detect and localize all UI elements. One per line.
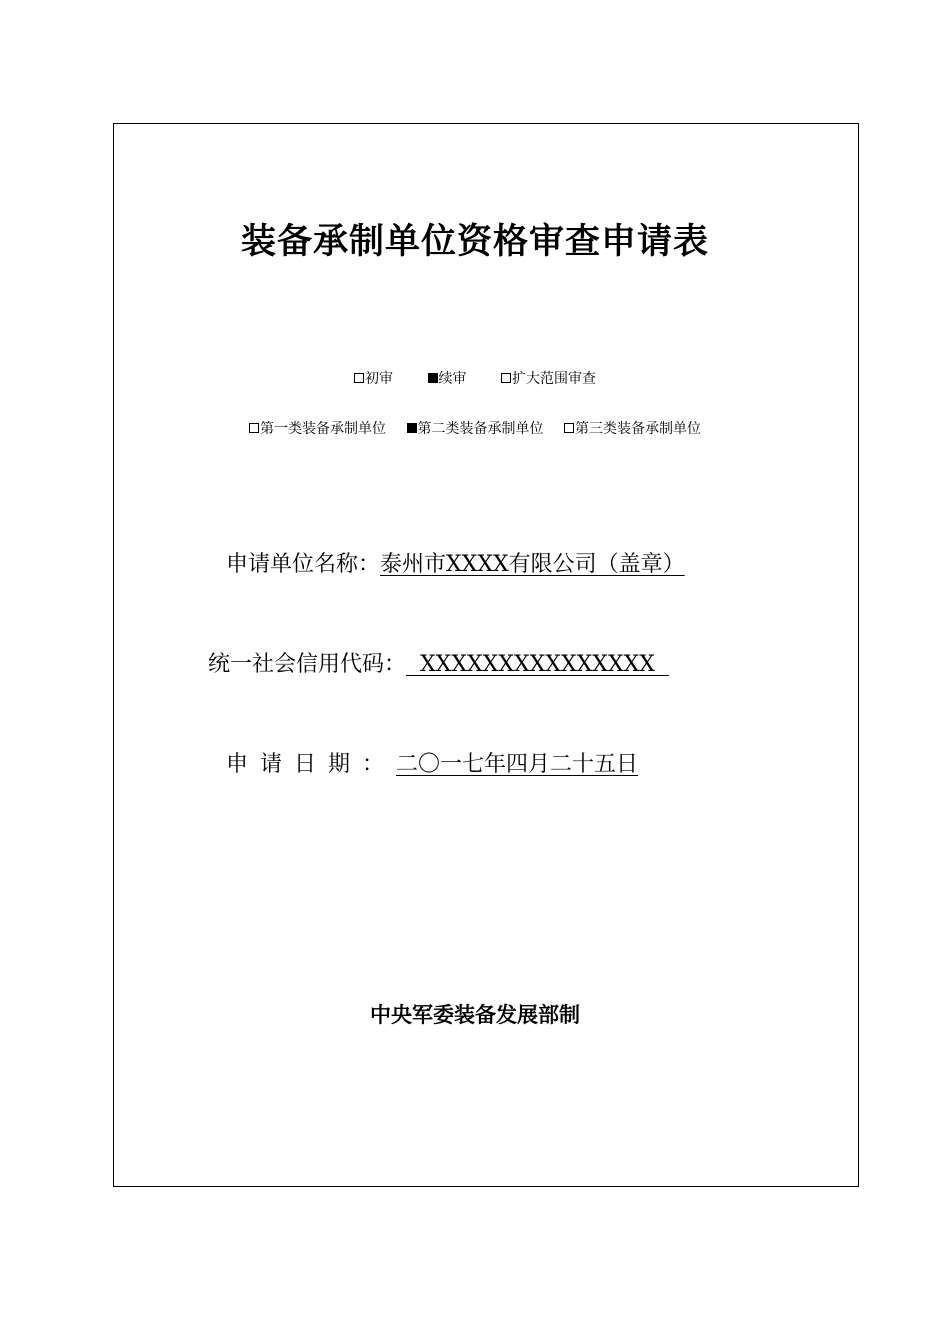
option-category-two[interactable] xyxy=(407,419,544,439)
unchecked-box-icon xyxy=(564,423,574,433)
issuer-footer: 中央军委装备发展部制 xyxy=(370,1003,580,1027)
option-scope-extension-review[interactable] xyxy=(501,369,596,389)
applicant-name-value[interactable]: 泰州市XXXX有限公司（盖章） xyxy=(380,552,685,577)
applicant-name-label: 申请单位名称： xyxy=(226,552,381,577)
unit-category-options xyxy=(0,419,950,439)
option-label: 扩大范围审查 xyxy=(511,371,596,387)
option-category-three[interactable] xyxy=(564,419,701,439)
application-date-field xyxy=(226,750,638,780)
application-date-label: 申请日期： xyxy=(226,752,397,777)
unchecked-box-icon xyxy=(354,373,364,383)
option-label: 第二类装备承制单位 xyxy=(417,421,544,437)
checked-box-icon xyxy=(407,423,417,433)
applicant-name-field xyxy=(226,550,685,580)
credit-code-value[interactable]: XXXXXXXXXXXXXXX xyxy=(406,652,669,677)
credit-code-field xyxy=(208,650,669,680)
unchecked-box-icon xyxy=(501,373,511,383)
checked-box-icon xyxy=(428,373,438,383)
option-label: 续审 xyxy=(438,371,467,387)
unchecked-box-icon xyxy=(249,423,259,433)
option-label: 第三类装备承制单位 xyxy=(574,421,701,437)
option-category-one[interactable] xyxy=(249,419,386,439)
credit-code-label: 统一社会信用代码： xyxy=(208,652,407,677)
form-title: 装备承制单位资格审查申请表 xyxy=(240,222,709,262)
option-renewal-review[interactable] xyxy=(428,369,467,389)
option-label: 初审 xyxy=(365,371,394,387)
application-date-value[interactable]: 二〇一七年四月二十五日 xyxy=(396,752,639,777)
review-type-options xyxy=(0,369,950,389)
option-initial-review[interactable] xyxy=(354,369,393,389)
option-label: 第一类装备承制单位 xyxy=(260,421,387,437)
